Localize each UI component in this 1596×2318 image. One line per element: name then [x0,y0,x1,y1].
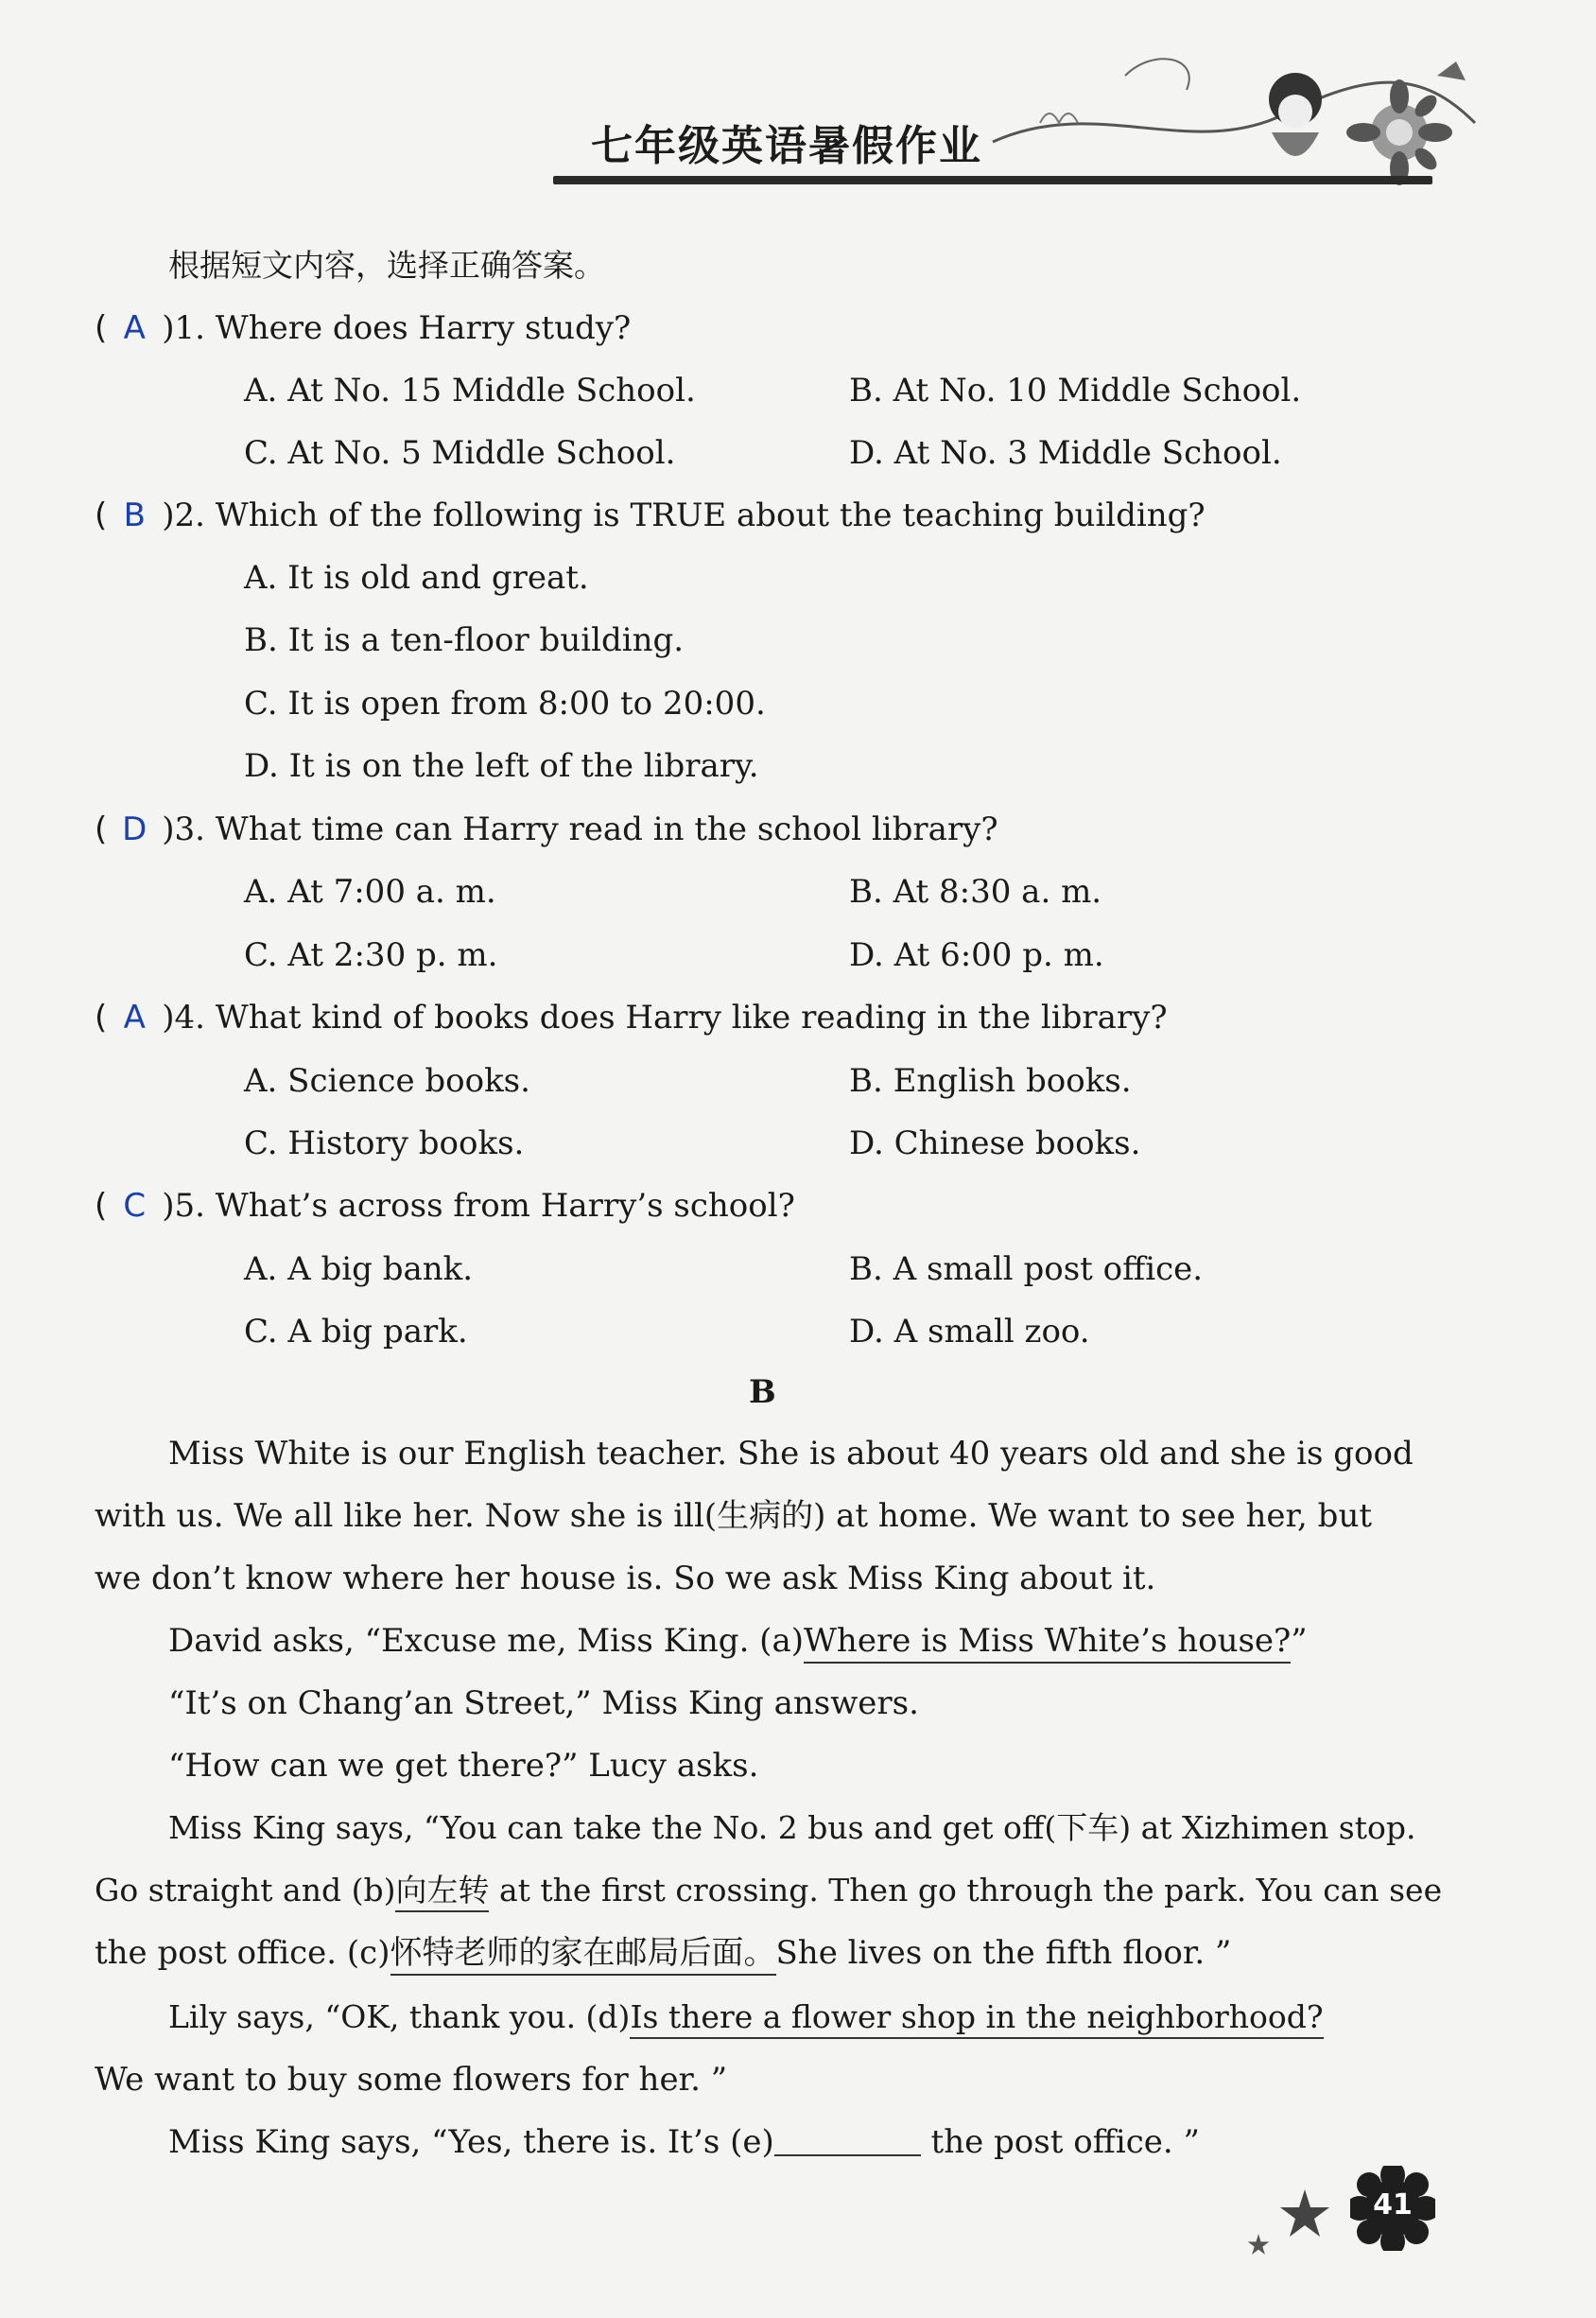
question-2 [95,499,1206,532]
text: ” [1291,1622,1308,1660]
text: the post office. ” [920,2123,1200,2161]
paren-open: ( [95,309,108,347]
option: D. It is on the left of the library. [244,747,759,785]
option: D. A small zoo. [849,1313,1090,1351]
passage-line: “How can we get there?” Lucy asks. [168,1747,759,1785]
option: B. At 8:30 a. m. [849,873,1102,911]
option: C. A big park. [244,1313,468,1351]
option: B. A small post office. [849,1250,1204,1288]
question-5 [95,1187,795,1225]
question-3 [95,810,998,848]
text: Lily says, “OK, thank you. (d) [168,1998,631,2035]
passage-line: We want to buy some flowers for her. ” [95,2061,728,2099]
instruction: 根据短文内容，选择正确答案。 [168,247,605,284]
answer-4: A [123,999,146,1037]
question-stem: )1. Where does Harry study? [162,309,632,347]
option: C. At 2:30 p. m. [244,936,498,974]
option: A. Science books. [244,1062,530,1100]
underlined-answer-a: Where is Miss White’s house? [804,1622,1291,1664]
star-icon [1246,2232,1271,2257]
option: D. Chinese books. [849,1124,1141,1162]
paren-open: ( [95,497,108,534]
passage-line: with us. We all like her. Now she is ill(生病的) at home. We want to see her, but [95,1497,1373,1535]
text: Go straight and (b) [95,1872,396,1908]
option: A. A big bank. [244,1250,474,1288]
paren-open: ( [95,810,108,848]
option: B. At No. 10 Middle School. [849,372,1302,410]
text: Miss King says, “Yes, there is. It’s (e) [168,2123,774,2161]
question-1 [95,309,632,347]
section-heading: B [749,1373,776,1411]
paren-open: ( [95,999,108,1037]
passage-line: we don’t know where her house is. So we ask Miss King about it. [95,1560,1156,1597]
answer-2: B [123,497,146,534]
passage-line: “It’s on Chang’an Street,” Miss King answers. [168,1684,919,1722]
option: C. At No. 5 Middle School. [244,434,676,472]
option: B. It is a ten-floor building. [244,621,685,659]
question-stem: )3. What time can Harry read in the school library? [162,810,998,848]
text: She lives on the fifth floor. ” [775,1934,1232,1972]
underlined-answer-b: 向左转 [395,1872,489,1912]
question-stem: )4. What kind of books does Harry like reading in the library? [162,999,1168,1037]
answer-5: C [123,1187,147,1225]
option: B. English books. [849,1062,1132,1100]
passage-line: Miss White is our English teacher. She is about 40 years old and she is good [168,1435,1414,1473]
question-stem: )2. Which of the following is TRUE about the teaching building? [162,497,1206,534]
passage-line: Miss King says, “You can take the No. 2 bus and get off(下车) at Xizhimen stop. [168,1809,1416,1846]
passage-line [95,1934,1232,1972]
answer-3: D [122,810,147,848]
underlined-answer-d: Is there a flower shop in the neighborhood? [630,1998,1323,2039]
star-icon [1276,2185,1333,2241]
text: at the first crossing. Then go through the park. You can see [489,1872,1443,1908]
option: A. At 7:00 a. m. [244,873,496,911]
option: C. History books. [244,1124,525,1162]
page-number: 41 [1373,2188,1413,2222]
page-header-title: 七年级英语暑假作业 [591,122,982,170]
text: the post office. (c) [95,1934,390,1972]
question-stem: )5. What’s across from Harry’s school? [162,1187,795,1225]
answer-1: A [123,309,146,347]
option: C. It is open from 8:00 to 20:00. [244,685,766,723]
passage-line [168,2123,1200,2161]
underlined-answer-c: 怀特老师的家在邮局后面。 [390,1934,776,1976]
passage-line [168,1998,1324,2035]
passage-line [168,1622,1308,1660]
question-4 [95,999,1168,1037]
option: A. It is old and great. [244,559,589,597]
text: David asks, “Excuse me, Miss King. (a) [168,1622,804,1660]
option: D. At No. 3 Middle School. [849,434,1282,472]
header-divider [553,176,1432,184]
header-decoration-icon [983,38,1494,189]
paren-open: ( [95,1187,108,1225]
option: A. At No. 15 Middle School. [244,372,696,410]
blank-e [774,2126,921,2156]
passage-line [95,1874,1442,1906]
option: D. At 6:00 p. m. [849,936,1104,974]
